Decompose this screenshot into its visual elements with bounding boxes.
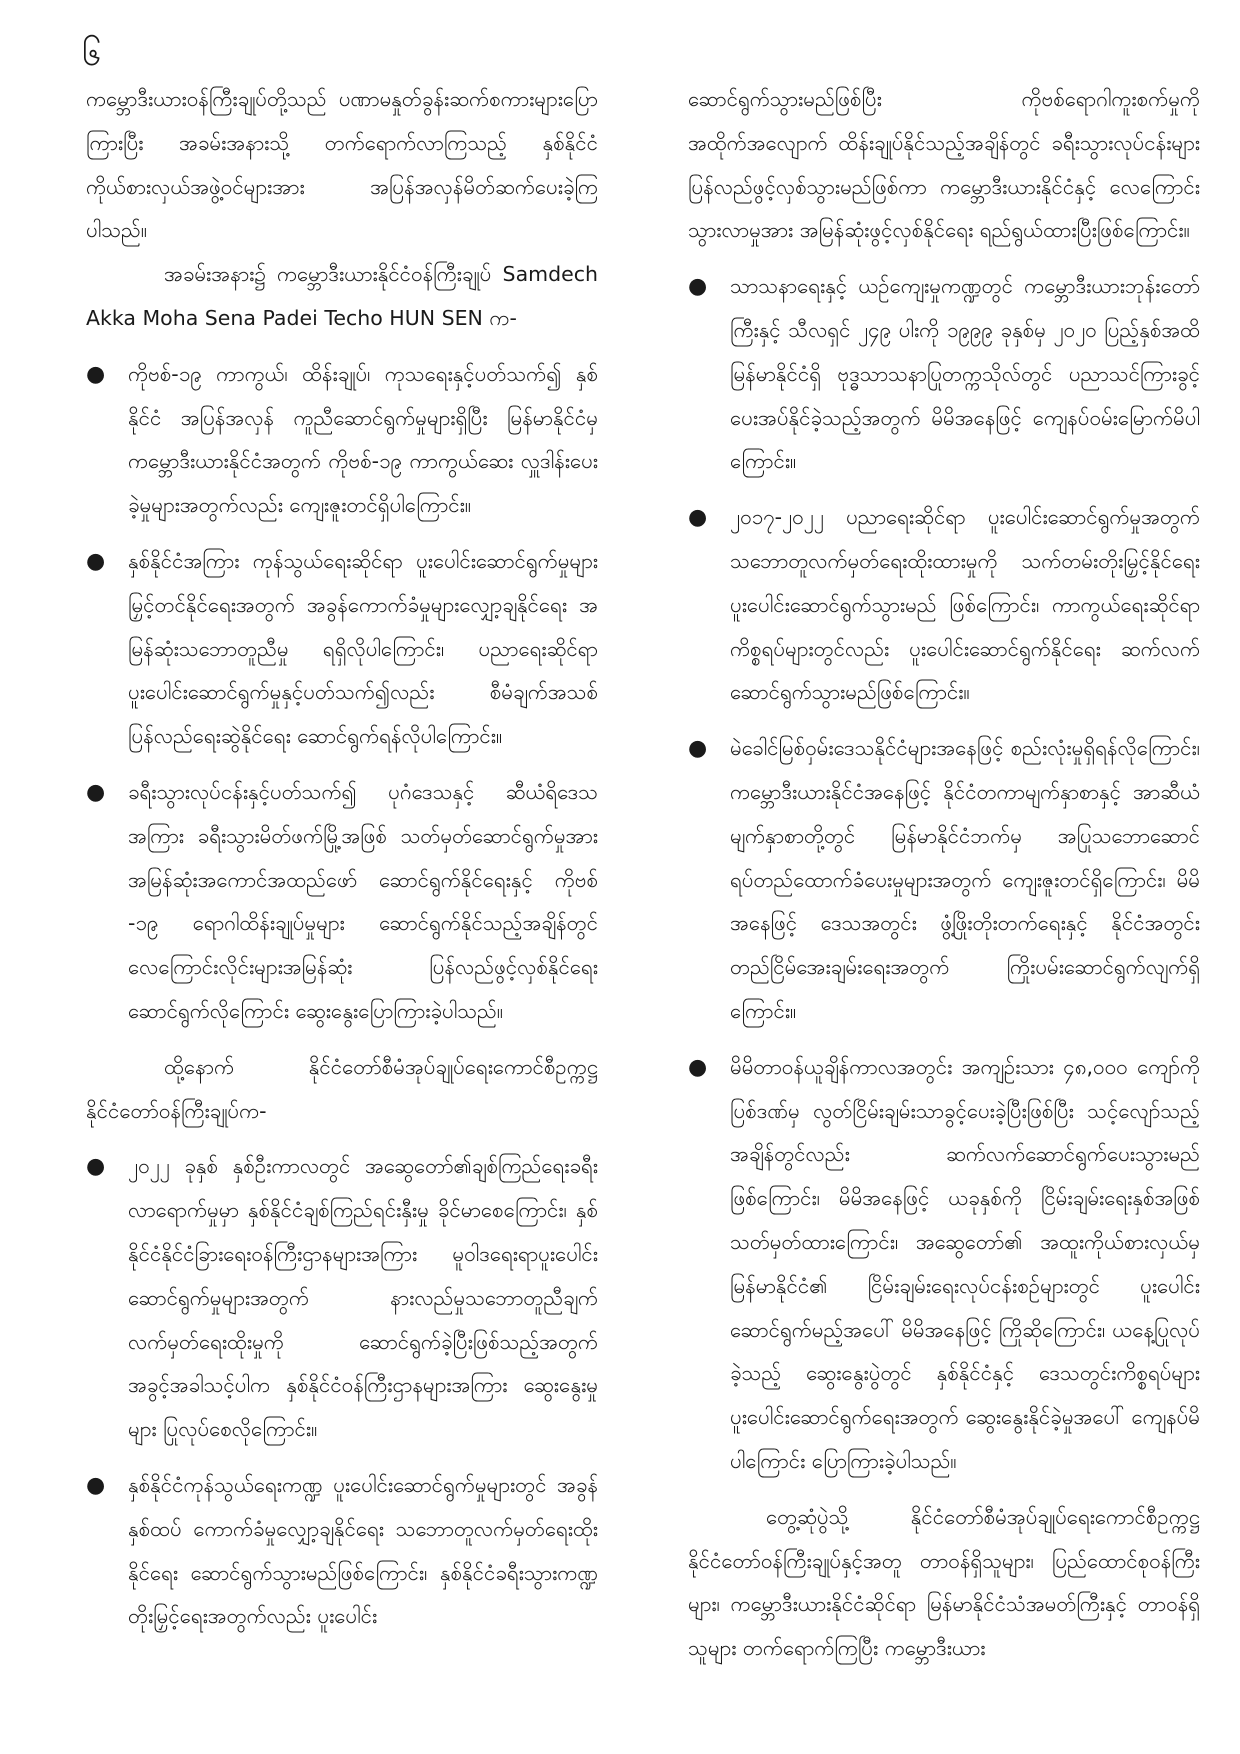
list-item (688, 496, 1200, 715)
list-item-text: ခရီးသွားလုပ်ငန်းနှင့်ပတ်သက်၍ ပုဂံဒေသနှင့် ဆီယံရိဒေသအကြား ခရီးသွားမိတ်ဖက်မြို့အဖြစ် သတ်မှတ်ဆောင်ရွက်မှုအား အမြန်ဆုံးအကောင်အထည်ဖော် ဆောင်ရွက်နိုင်ရေးနှင့် ကိုဗစ် -၁၉ ရောဂါထိန်းချုပ်မှုများ ဆောင်ရွက်နိုင်သည့်အချိန်တွင် လေကြောင်းလိုင်းများအမြန်ဆုံး ပြန်လည်ဖွင့်လှစ်နိုင်ရေး ဆောင်ရွက်လိုကြောင်း ဆွေးနွေးပြောကြားခဲ့ပါသည်။ (128, 779, 598, 1023)
bullet-icon: ● (86, 548, 106, 574)
list-item-text: နှစ်နိုင်ငံကုန်သွယ်ရေးကဏ္ဍ ပူးပေါင်းဆောင်ရွက်မှုများတွင် အခွန်နှစ်ထပ် ကောက်ခံမှုလျှော့ချနိုင်ရေး သဘောတူလက်မှတ်ရေးထိုးနိုင်ရေး ဆောင်ရွက်သွားမည်ဖြစ်ကြောင်း၊ နှစ်နိုင်ငံခရီးသွားကဏ္ဍတိုးမြှင့်ရေးအတွက်လည်း ပူးပေါင်း (128, 1472, 598, 1629)
bullet-icon: ● (688, 736, 708, 762)
right-points (688, 265, 1200, 1484)
bullet-icon: ● (688, 274, 708, 300)
page-number: ၆ (82, 34, 102, 74)
continuation-paragraph: ဆောင်ရွက်သွားမည်ဖြစ်ပြီး ကိုဗစ်ရောဂါကူးစက်မှုကို အထိုက်အလျောက် ထိန်းချုပ်နိုင်သည့်အချိန်တွင် ခရီးသွားလုပ်ငန်းများ ပြန်လည်ဖွင့်လှစ်သွားမည်ဖြစ်ကာ ကမ္ဘောဒီးယားနိုင်ငံနှင့် လေကြောင်းသွားလာမှုအား အမြန်ဆုံးဖွင့်လှစ်နိုင်ရေး ရည်ရွယ်ထားပြီးဖြစ်ကြောင်း။ (688, 87, 1200, 243)
list-item (86, 1145, 598, 1452)
list-item-text: ၂၀၁၇-၂၀၂၂ ပညာရေးဆိုင်ရာ ပူးပေါင်းဆောင်ရွက်မှုအတွက် သဘောတူလက်မှတ်ရေးထိုးထားမှုကို သက်တမ်းတိုးမြှင့်နိုင်ရေး ပူးပေါင်းဆောင်ရွက်သွားမည် ဖြစ်ကြောင်း၊ ကာကွယ်ရေးဆိုင်ရာကိစ္စရပ်များတွင်လည်း ပူးပေါင်းဆောင်ရွက်နိုင်ရေး ဆက်လက်ဆောင်ရွက်သွားမည်ဖြစ်ကြောင်း။ (730, 505, 1200, 705)
right-column (688, 78, 1200, 1671)
left-column (86, 78, 598, 1651)
list-item (86, 353, 598, 528)
myanmar-chair-points (86, 1145, 598, 1639)
bullet-icon: ● (86, 1472, 106, 1498)
closing-paragraph: တွေ့ဆုံပွဲသို့ နိုင်ငံတော်စီမံအုပ်ချုပ်ရေးကောင်စီဥက္ကဋ္ဌ နိုင်ငံတော်ဝန်ကြီးချုပ်နှင့်အတူ တာဝန်ရှိသူများ၊ ပြည်ထောင်စုဝန်ကြီးများ၊ ကမ္ဘောဒီးယားနိုင်ငံဆိုင်ရာ မြန်မာနိုင်ငံသံအမတ်ကြီးနှင့် တာဝန်ရှိသူများ တက်ရောက်ကြပြီး ကမ္ဘောဒီးယား (688, 1504, 1200, 1661)
list-item-text: ကိုဗစ်-၁၉ ကာကွယ်၊ ထိန်းချုပ်၊ ကုသရေးနှင့်ပတ်သက်၍ နှစ်နိုင်ငံ အပြန်အလှန် ကူညီဆောင်ရွက်မှုများရှိပြီး မြန်မာနိုင်ငံမှ ကမ္ဘောဒီးယားနိုင်ငံအတွက် ကိုဗစ်-၁၉ ကာကွယ်ဆေး လှူဒါန်းပေးခဲ့မှုများအတွက်လည်း ကျေးဇူးတင်ရှိပါကြောင်း။ (128, 361, 598, 518)
list-item-text: နှစ်နိုင်ငံအကြား ကုန်သွယ်ရေးဆိုင်ရာ ပူးပေါင်းဆောင်ရွက်မှုများ မြှင့်တင်နိုင်ရေးအတွက် အခွန်ကောက်ခံမှုများလျှော့ချနိုင်ရေး အမြန်ဆုံးသဘောတူညီမှု ရရှိလိုပါကြောင်း၊ ပညာရေးဆိုင်ရာ ပူးပေါင်းဆောင်ရွက်မှုနှင့်ပတ်သက်၍လည်း စီမံချက်အသစ် ပြန်လည်ရေးဆွဲနိုင်ရေး ဆောင်ရွက်ရန်လိုပါကြောင်း။ (128, 548, 598, 749)
list-item (86, 540, 598, 759)
cambodia-pm-points (86, 353, 598, 1034)
intro-paragraph: ကမ္ဘောဒီးယားဝန်ကြီးချုပ်တို့သည် ပဏာမနှုတ်ခွန်းဆက်စကားများပြောကြားပြီး အခမ်းအနားသို့ တက်ရောက်လာကြသည့် နှစ်နိုင်ငံကိုယ်စားလှယ်အဖွဲ့ဝင်များအား အပြန်အလှန်မိတ်ဆက်ပေးခဲ့ကြပါသည်။ (86, 87, 598, 243)
bullet-icon: ● (86, 1154, 106, 1180)
list-item (688, 1046, 1200, 1484)
list-item-text: မိမိတာဝန်ယူချိန်ကာလအတွင်း အကျဉ်းသား ၄၈,၀၀၀ ကျော်ကို ပြစ်ဒဏ်မှ လွတ်ငြိမ်းချမ်းသာခွင့်ပေးခဲ့ပြီးဖြစ်ပြီး သင့်လျော်သည့်အချိန်တွင်လည်း ဆက်လက်ဆောင်ရွက်ပေးသွားမည်ဖြစ်ကြောင်း၊ မိမိအနေဖြင့် ယခုနှစ်ကို ငြိမ်းချမ်းရေးနှစ်အဖြစ် သတ်မှတ်ထားကြောင်း၊ အဆွေတော်၏ အထူးကိုယ်စားလှယ်မှ မြန်မာနိုင်ငံ၏ ငြိမ်းချမ်းရေးလုပ်ငန်းစဉ်များတွင် ပူးပေါင်းဆောင်ရွက်မည့်အပေါ် မိမိအနေဖြင့် ကြိုဆိုကြောင်း၊ ယနေ့ပြုလုပ်ခဲ့သည့် ဆွေးနွေးပွဲတွင် နှစ်နိုင်ငံနှင့် ဒေသတွင်းကိစ္စရပ်များ ပူးပေါင်းဆောင်ရွက်ရေးအတွက် ဆွေးနွေးနိုင်ခဲ့မှုအပေါ် ကျေနပ်မိပါကြောင်း ပြောကြားခဲ့ပါသည်။ (730, 1054, 1200, 1473)
list-item-text: သာသနာရေးနှင့် ယဉ်ကျေးမှုကဏ္ဍတွင် ကမ္ဘောဒီးယားဘုန်းတော်ကြီးနှင့် သီလရှင် ၂၄၉ ပါးကို ၁၉၉၉ ခုနှစ်မှ ၂၀၂၀ ပြည့်နှစ်အထိ မြန်မာနိုင်ငံရှိ ဗုဒ္ဓသာသနာပြုတက္ကသိုလ်တွင် ပညာသင်ကြားခွင့်ပေးအပ်နိုင်ခဲ့သည့်အတွက် မိမိအနေဖြင့် ကျေနပ်ဝမ်းမြောက်မိပါကြောင်း။ (730, 274, 1200, 474)
bullet-icon: ● (86, 779, 106, 805)
cambodia-pm-intro: အခမ်းအနား၌ ကမ္ဘောဒီးယားနိုင်ငံဝန်ကြီးချုပ် Samdech Akka Moha Sena Padei Techo HUN SEN က- (86, 262, 598, 330)
myanmar-chair-intro: ထို့နောက် နိုင်ငံတော်စီမံအုပ်ချုပ်ရေးကောင်စီဥက္ကဋ္ဌ နိုင်ငံတော်ဝန်ကြီးချုပ်က- (86, 1054, 598, 1123)
list-item (688, 265, 1200, 484)
bullet-icon: ● (86, 361, 106, 387)
list-item-text: ၂၀၂၂ ခုနှစ် နှစ်ဦးကာလတွင် အဆွေတော်၏ချစ်ကြည်ရေးခရီးလာရောက်မှုမှာ နှစ်နိုင်ငံချစ်ကြည်ရင်းနှီးမှု ခိုင်မာစေကြောင်း၊ နှစ်နိုင်ငံနိုင်ငံခြားရေးဝန်ကြီးဌာနများအကြား မူဝါဒရေးရာပူးပေါင်းဆောင်ရွက်မှုများအတွက် နားလည်မှုသဘောတူညီချက် လက်မှတ်ရေးထိုးမှုကို ဆောင်ရွက်ခဲ့ပြီးဖြစ်သည့်အတွက် အခွင့်အခါသင့်ပါက နှစ်နိုင်ငံဝန်ကြီးဌာနများအကြား ဆွေးနွေးမှုများ ပြုလုပ်စေလိုကြောင်း။ (128, 1154, 598, 1442)
list-item (688, 727, 1200, 1034)
list-item (86, 771, 598, 1034)
list-item (86, 1464, 598, 1639)
bullet-icon: ● (688, 505, 708, 531)
bullet-icon: ● (688, 1054, 708, 1080)
list-item-text: မဲခေါင်မြစ်ဝှမ်းဒေသနိုင်ငံများအနေဖြင့် စည်းလုံးမှုရှိရန်လိုကြောင်း၊ ကမ္ဘောဒီးယားနိုင်ငံအနေဖြင့် နိုင်ငံတကာမျက်နှာစာနှင့် အာဆီယံမျက်နှာစာတို့တွင် မြန်မာနိုင်ငံဘက်မှ အပြုသဘောဆောင် ရပ်တည်ထောက်ခံပေးမှုများအတွက် ကျေးဇူးတင်ရှိကြောင်း၊ မိမိအနေဖြင့် ဒေသအတွင်း ဖွံ့ဖြိုးတိုးတက်ရေးနှင့် နိုင်ငံအတွင်း တည်ငြိမ်အေးချမ်းရေးအတွက် ကြိုးပမ်းဆောင်ရွက်လျက်ရှိကြောင်း။ (730, 736, 1200, 1023)
